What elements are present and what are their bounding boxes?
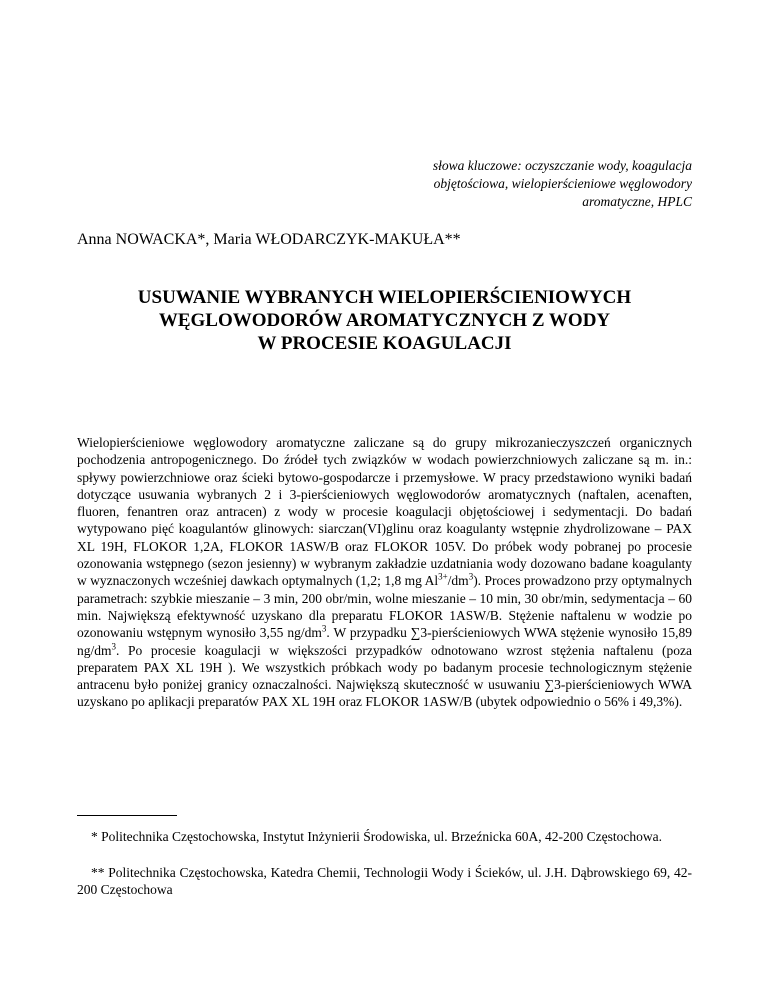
footnote-affiliation-2: ** Politechnika Częstochowska, Katedra Chemii, Technologii Wody i Ścieków, ul. J.H. Dąbrowskiego 69, 42-200 Częstochowa (77, 865, 692, 898)
superscript: 3 (321, 623, 327, 634)
abstract-text: ). Proces prowadzono przy optymalnych parametrach: szybkie mieszanie – 3 min, 200 obr/min, wolne mieszanie – 10 min, 30 obr/min, sedymentacja – 60 min. Największą efektywność uzyskano dla preparatu FLOKOR 1ASW/B. Stężenie naftalenu w wodzie po ozonowaniu wstępnym wynosiło 3,55 ng/dm (77, 573, 692, 641)
abstract-text: /dm (447, 573, 469, 589)
keywords-line: aromatyczne, HPLC (582, 194, 692, 209)
title-line: W PROCESIE KOAGULACJI (257, 333, 512, 354)
abstract-text: . W przypadku ∑3-pierścieniowych WWA stężenie wynosiło 15,89 ng/dm (77, 625, 692, 658)
keywords-line: słowa kluczowe: oczyszczanie wody, koagulacja (432, 158, 692, 173)
keywords-line: objętościowa, wielopierścieniowe węglowodory (433, 176, 692, 191)
superscript: 3 (111, 641, 117, 652)
superscript: 3 (468, 571, 474, 582)
footnote-separator (77, 815, 177, 816)
paper-title (77, 286, 692, 355)
abstract (77, 434, 692, 711)
keywords-block (372, 157, 692, 211)
abstract-text: . Po procesie koagulacji w większości przypadków odnotowano wzrost stężenia naftalenu (poza preparatem PAX XL 19H ). We wszystkich próbkach wody po badanym procesie technologicznym stężenie antracenu było poniżej granicy oznaczalności. Największą skuteczność w usuwaniu ∑3-pierścieniowych WWA uzyskano po aplikacji preparatów PAX XL 19H oraz FLOKOR 1ASW/B (ubytek odpowiednio o 56% i 49,3%). (77, 642, 692, 710)
abstract-text: Wielopierścieniowe węglowodory aromatyczne zaliczane są do grupy mikrozanieczyszczeń organicznych pochodzenia antropogenicznego. Do źródeł tych związków w wodach powierzchniowych zaliczane są m. in.: spływy powierzchniowe oraz ścieki bytowo-gospodarcze i przemysłowe. W pracy przedstawiono wyniki badań dotyczące usuwania wybranych 2 i 3-pierścieniowych węglowodorów aromatycznych (naftalen, acenaften, fluoren, fenantren oraz antracen) z wody w procesie koagulacji objętościowej i sedymentacji. Do badań wytypowano pięć koagulantów glinowych: siarczan(VI)glinu oraz koagulanty wstępnie zhydrolizowane – PAX XL 19H, FLOKOR 1,2A, FLOKOR 1ASW/B oraz FLOKOR 105V. Do próbek wody pobranej po procesie ozonowania wstępnego (sezon jesienny) w wybranym zakładzie uzdatniania wody dozowano badane koagulanty w wyznaczonych wcześniej dawkach optymalnych (1,2; 1,8 mg Al (77, 435, 692, 589)
authors: Anna NOWACKA*, Maria WŁODARCZYK-MAKUŁA** (77, 231, 461, 248)
title-line: USUWANIE WYBRANYCH WIELOPIERŚCIENIOWYCH (137, 287, 632, 308)
superscript: 3+ (438, 571, 448, 582)
footnote-affiliation-1: * Politechnika Częstochowska, Instytut Inżynierii Środowiska, ul. Brzeźnicka 60A, 42-200 Częstochowa. (91, 829, 663, 844)
title-line: WĘGLOWODORÓW AROMATYCZNYCH Z WODY (158, 310, 611, 331)
